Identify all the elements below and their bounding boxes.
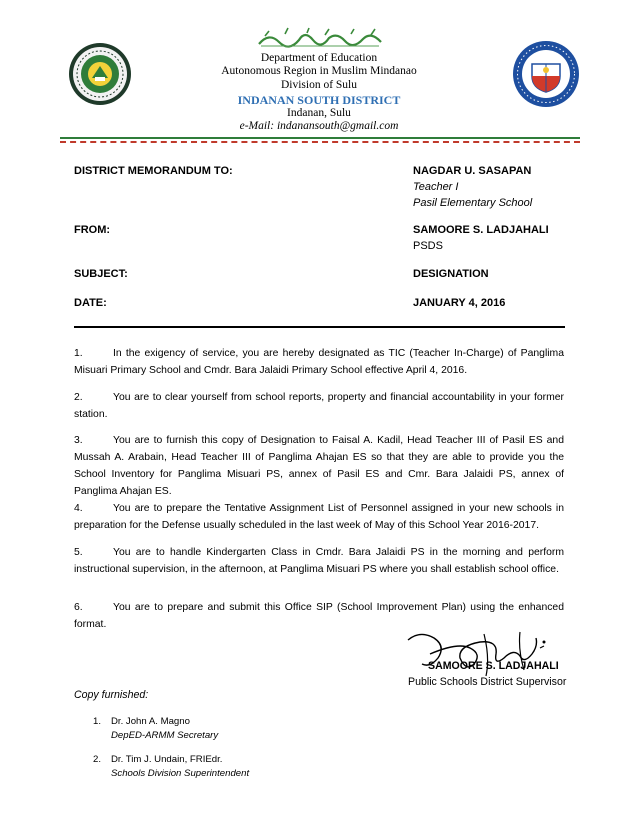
from-title: PSDS [413, 240, 443, 252]
to-name: NAGDAR U. SASAPAN [413, 165, 532, 177]
paragraph-5: 5. You are to handle Kindergarten Class in Cmdr. Bara Jalaidi PS in the morning and perform instructional supervision, in the afternoon, at Panglima Misuari PS where you shall establish school office. [74, 547, 564, 575]
copy-furnished-item: 2. Dr. Tim J. Undain, FRIEdr. Schools Division Superintendent [93, 754, 250, 779]
header-rule-green [60, 137, 580, 139]
paragraph-3: 3. You are to furnish this copy of Designation to Faisal A. Kadil, Head Teacher III of Pasil ES and Mussah A. Arabain, Head Teacher III of Panglima Ahajan ES so that they are able to provide you the School Inventory for Panglima Misuari PS, annex of Pasil ES and Cmr. Bara Jalaidi PS, annex of Panglima Ahajan ES. [74, 435, 564, 497]
to-title: Teacher I [413, 181, 459, 193]
date-value: JANUARY 4, 2016 [413, 297, 506, 309]
paragraph-6: 6. You are to prepare and submit this Office SIP (School Improvement Plan) using the enhanced format. [74, 602, 564, 630]
from-label: FROM: [74, 224, 111, 236]
signatory-title: Public Schools District Supervisor [408, 676, 567, 688]
email-address: e-Mail: indanansouth@gmail.com [239, 120, 399, 132]
paragraph-4: 4. You are to prepare the Tentative Assignment List of Personnel assigned in your new schools in preparation for the Defense usually scheduled in the last week of May of this School Year 2016-2017. [74, 503, 564, 531]
memo-divider [74, 326, 565, 328]
town-name: Indanan, Sulu [287, 107, 351, 119]
header-rule-red [60, 141, 580, 143]
date-label: DATE: [74, 297, 107, 309]
arabic-calligraphy-ornament [255, 26, 385, 50]
copy-furnished-item: 1. Dr. John A. Magno DepED-ARMM Secretary [93, 716, 219, 741]
copy-furnished-heading: Copy furnished: [74, 689, 149, 701]
handwritten-signature [400, 628, 560, 680]
from-name: SAMOORE S. LADJAHALI [413, 224, 549, 236]
subject-label: SUBJECT: [74, 268, 128, 280]
paragraph-1: 1. In the exigency of service, you are hereby designated as TIC (Teacher In-Charge) of Panglima Misuari Primary School and Cmdr. Bara Jalaidi Primary School effective April 4, 2016. [74, 348, 564, 376]
subject-value: DESIGNATION [413, 268, 489, 280]
to-school: Pasil Elementary School [413, 197, 533, 209]
paragraph-2: 2. You are to clear yourself from school reports, property and financial accountability in your former station. [74, 392, 564, 420]
division-name: Division of Sulu [280, 79, 358, 91]
signatory-name: SAMOORE S. LADJAHALI [428, 660, 559, 672]
district-name: INDANAN SOUTH DISTRICT [237, 93, 401, 107]
region-name: Autonomous Region in Muslim Mindanao [221, 65, 417, 77]
department-name: Department of Education [260, 52, 378, 64]
to-label: DISTRICT MEMORANDUM TO: [74, 165, 233, 177]
